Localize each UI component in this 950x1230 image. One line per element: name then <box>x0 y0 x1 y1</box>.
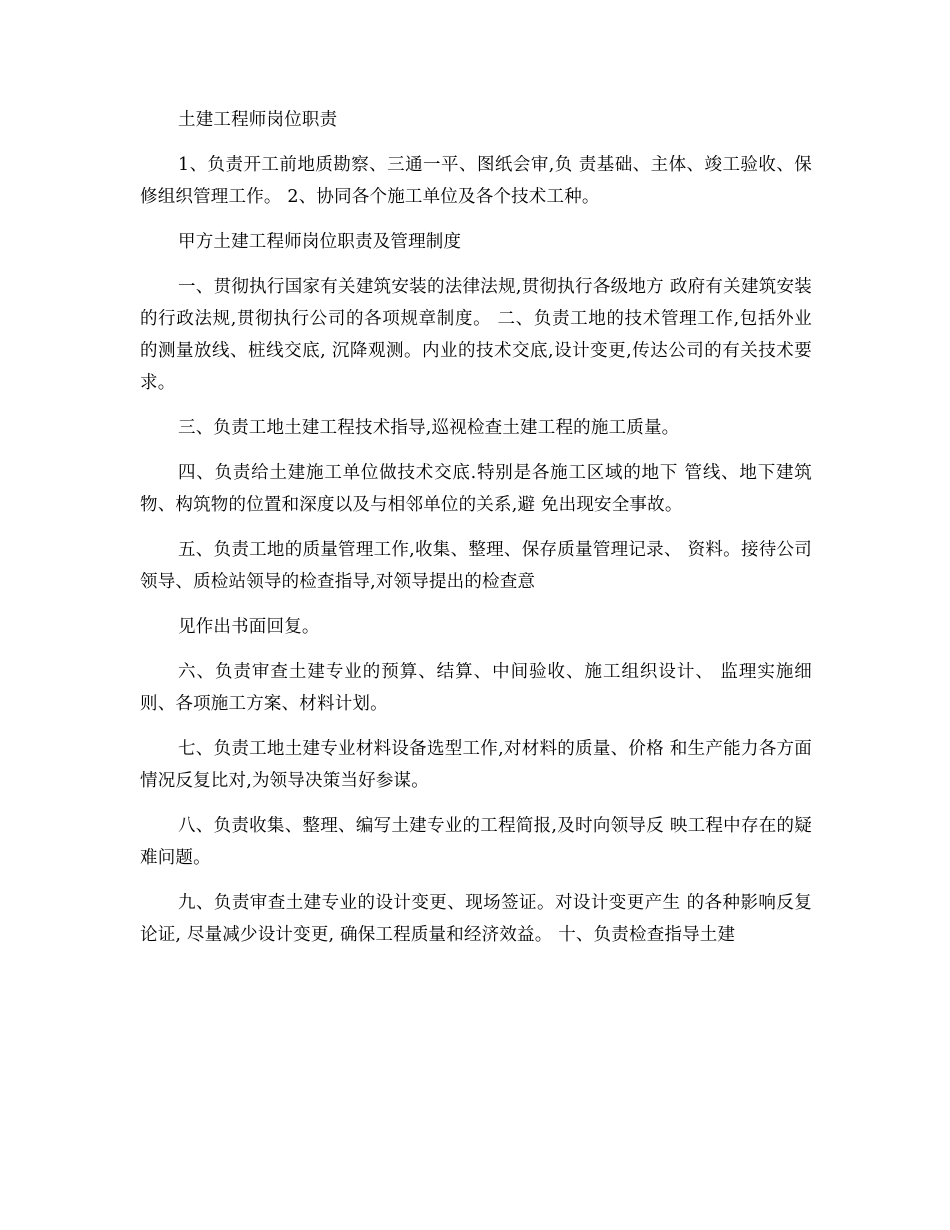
paragraph: 五、负责工地的质量管理工作,收集、整理、保存质量管理记录、 资料。接待公司领导、质检站领导的检查指导,对领导提出的检查意 <box>140 540 812 592</box>
document-page <box>140 104 812 951</box>
paragraph: 四、负责给土建施工单位做技术交底.特别是各施工区域的地下 管线、地下建筑物、构筑物的位置和深度以及与相邻单位的关系,避 免出现安全事故。 <box>140 463 812 515</box>
paragraph: 八、负责收集、整理、编写土建专业的工程简报,及时向领导反 映工程中存在的疑难问题。 <box>140 816 812 868</box>
paragraph: 六、负责审查土建专业的预算、结算、中间验收、施工组织设计、 监理实施细则、各项施工方案、材料计划。 <box>140 662 812 714</box>
paragraph: 九、负责审查土建专业的设计变更、现场签证。对设计变更产生 的各种影响反复论证, 尽量减少设计变更, 确保工程质量和经济效益。 十、负责检查指导土建 <box>140 893 812 945</box>
paragraph: 七、负责工地土建专业材料设备选型工作,对材料的质量、价格 和生产能力各方面情况反复比对,为领导决策当好参谋。 <box>140 739 812 791</box>
paragraph: 见作出书面回复。 <box>178 617 320 637</box>
paragraph: 一、贯彻执行国家有关建筑安装的法律法规,贯彻执行各级地方 政府有关建筑安装的行政法规,贯彻执行公司的各项规章制度。 二、负责工地的技术管理工作,包括外业的测量放线、桩线交底, 沉降观测。内业的技术交底,设计变更,传达公司的有关技术要求。 <box>140 277 812 393</box>
paragraph: 1、负责开工前地质勘察、三通一平、图纸会审,负 责基础、主体、竣工验收、保修组织管理工作。 2、协同各个施工单位及各个技术工种。 <box>140 155 812 207</box>
section-title: 土建工程师岗位职责 <box>178 110 338 130</box>
section-title: 甲方土建工程师岗位职责及管理制度 <box>178 232 462 252</box>
paragraph: 三、负责工地土建工程技术指导,巡视检查土建工程的施工质量。 <box>178 418 680 438</box>
